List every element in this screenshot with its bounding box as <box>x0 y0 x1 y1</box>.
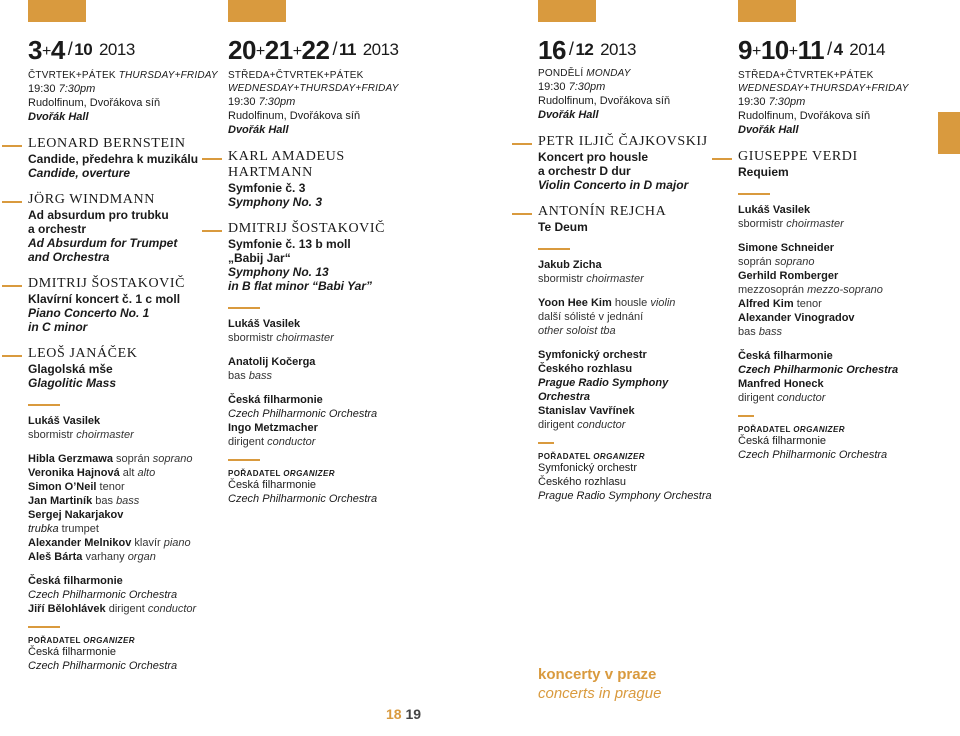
performer-role: sbormistr choirmaster <box>538 273 644 285</box>
conductor: Ingo Metzmacher <box>228 422 318 434</box>
performer-note: další sólisté v jednání <box>538 311 644 323</box>
conductor-role: dirigent conductor <box>738 392 826 404</box>
footer-title-en: concerts in prague <box>538 685 662 702</box>
concert-venue: Rudolfinum, Dvořákova síň <box>738 110 871 122</box>
separator <box>28 404 60 406</box>
page-number-right: 19 <box>405 706 422 722</box>
work-en: in C minor <box>28 320 88 334</box>
work: Candide, předehra k muzikálu <box>28 152 199 166</box>
concert-column-3 <box>538 34 728 503</box>
work-en: Candide, overture <box>28 166 131 180</box>
orchestra-en: Czech Philharmonic Orchestra <box>28 589 178 601</box>
orchestra: Českého rozhlasu <box>538 363 633 375</box>
organizer-label: POŘADATEL ORGANIZER <box>28 636 135 645</box>
performer: Simone Schneider <box>738 242 834 254</box>
concert-venue-en: Dvořák Hall <box>28 111 89 123</box>
work-en: in B flat minor “Babi Yar” <box>228 279 373 293</box>
composer: KARL AMADEUS HARTMANN <box>228 149 358 181</box>
concert-column-1 <box>28 34 218 673</box>
composer: LEONARD BERNSTEIN <box>28 136 218 152</box>
organizer-label: POŘADATEL ORGANIZER <box>228 469 335 478</box>
concert-days: STŘEDA+ČTVRTEK+PÁTEK <box>228 70 364 81</box>
work-en: Symphony No. 13 <box>228 265 329 279</box>
work: „Babij Jar“ <box>228 251 291 265</box>
work: a orchestr D dur <box>538 164 631 178</box>
work-en: Symphony No. 3 <box>228 195 323 209</box>
separator <box>228 459 260 461</box>
performer: Lukáš Vasilek <box>28 415 101 427</box>
work-en: Glagolitic Mass <box>28 376 117 390</box>
concert-time: 19:30 7:30pm <box>538 81 606 93</box>
concert-date: 3+4 / 10 2013 <box>28 35 135 65</box>
performer: Jakub Zicha <box>538 259 602 271</box>
concert-days: PONDĚLÍ MONDAY <box>538 68 631 79</box>
separator <box>538 442 554 444</box>
performer: Jan Martiník bas bass <box>28 495 140 507</box>
concert-days-en: WEDNESDAY+THURSDAY+FRIDAY <box>738 83 909 94</box>
work: Ad absurdum pro trubku <box>28 208 169 222</box>
section-tab <box>538 0 596 22</box>
conductor: Stanislav Vavřínek <box>538 405 635 417</box>
composer: PETR ILJIČ ČAJKOVSKIJ <box>538 134 728 150</box>
orchestra: Česká filharmonie <box>228 394 323 406</box>
organizer-en: Czech Philharmonic Orchestra <box>28 660 178 672</box>
concert-time: 19:30 7:30pm <box>738 96 806 108</box>
work-en: and Orchestra <box>28 250 110 264</box>
conductor: Manfred Honeck <box>738 378 824 390</box>
side-tab <box>938 112 960 154</box>
performer: Lukáš Vasilek <box>738 204 811 216</box>
concert-days: STŘEDA+ČTVRTEK+PÁTEK <box>738 70 874 81</box>
performer: Sergej Nakarjakov <box>28 509 124 521</box>
section-tab <box>738 0 796 22</box>
orchestra-en: Prague Radio Symphony <box>538 377 669 389</box>
performer: Hibla Gerzmawa soprán soprano <box>28 453 193 465</box>
orchestra-en: Czech Philharmonic Orchestra <box>228 408 378 420</box>
organizer-en: Prague Radio Symphony Orchestra <box>538 490 712 502</box>
performer-role: mezzosoprán mezzo-soprano <box>738 284 883 296</box>
work-en: Piano Concerto No. 1 <box>28 306 150 320</box>
organizer-en: Czech Philharmonic Orchestra <box>738 449 888 461</box>
organizer: Českého rozhlasu <box>538 476 627 488</box>
performer-role: bas bass <box>738 326 783 338</box>
concert-time: 19:30 7:30pm <box>228 96 296 108</box>
organizer-label: POŘADATEL ORGANIZER <box>738 425 845 434</box>
composer: JÖRG WINDMANN <box>28 192 218 208</box>
orchestra-en: Czech Philharmonic Orchestra <box>738 364 899 376</box>
organizer: Česká filharmonie <box>738 435 827 447</box>
orchestra: Česká filharmonie <box>738 350 833 362</box>
performer-note-en: other soloist tba <box>538 325 616 337</box>
orchestra-en: Orchestra <box>538 391 590 403</box>
concert-venue: Rudolfinum, Dvořákova síň <box>538 95 671 107</box>
work-en: Ad Absurdum for Trumpet <box>28 236 178 250</box>
performer-role: sbormistr choirmaster <box>228 332 334 344</box>
performer-role: soprán soprano <box>738 256 815 268</box>
concert-venue-en: Dvořák Hall <box>228 124 289 136</box>
section-tab <box>28 0 86 22</box>
conductor-role: dirigent conductor <box>538 419 626 431</box>
performer: Yoon Hee Kim housle violin <box>538 297 676 309</box>
composer: DMITRIJ ŠOSTAKOVIČ <box>28 276 218 292</box>
performer: Alfred Kim tenor <box>738 298 822 310</box>
organizer: Symfonický orchestr <box>538 462 638 474</box>
organizer: Česká filharmonie <box>28 646 117 658</box>
work: Requiem <box>738 165 789 179</box>
concert-column-2 <box>228 34 428 506</box>
performer: Simon O’Neil tenor <box>28 481 125 493</box>
performer: Veronika Hajnová alt alto <box>28 467 156 479</box>
footer-title: koncerty v praze <box>538 666 657 683</box>
concert-venue: Rudolfinum, Dvořákova síň <box>28 97 161 109</box>
concert-venue: Rudolfinum, Dvořákova síň <box>228 110 361 122</box>
conductor: Jiří Bělohlávek dirigent conductor <box>28 603 197 615</box>
conductor-role: dirigent conductor <box>228 436 316 448</box>
performer: trubka trumpet <box>28 523 99 535</box>
separator <box>738 415 754 417</box>
page-numbers <box>386 706 421 722</box>
work: Te Deum <box>538 220 588 234</box>
concert-column-4 <box>738 34 928 462</box>
work-en: Violin Concerto in D major <box>538 178 689 192</box>
section-tab <box>228 0 286 22</box>
performer: Aleš Bárta varhany organ <box>28 551 156 563</box>
concert-date: 9+10+11 / 4 2014 <box>738 35 886 65</box>
separator <box>228 307 260 309</box>
composer: GIUSEPPE VERDI <box>738 149 928 165</box>
performer-role: bas bass <box>228 370 273 382</box>
composer: DMITRIJ ŠOSTAKOVIČ <box>228 221 428 237</box>
orchestra: Česká filharmonie <box>28 575 123 587</box>
performer-role: sbormistr choirmaster <box>738 218 844 230</box>
work: a orchestr <box>28 222 87 236</box>
separator <box>28 626 60 628</box>
concert-venue-en: Dvořák Hall <box>738 124 799 136</box>
concert-days-en: WEDNESDAY+THURSDAY+FRIDAY <box>228 83 399 94</box>
work: Symfonie č. 3 <box>228 181 306 195</box>
performer: Gerhild Romberger <box>738 270 839 282</box>
performer-role: sbormistr choirmaster <box>28 429 134 441</box>
work: Koncert pro housle <box>538 150 649 164</box>
concert-time: 19:30 7:30pm <box>28 83 96 95</box>
composer: ANTONÍN REJCHA <box>538 204 728 220</box>
organizer: Česká filharmonie <box>228 479 317 491</box>
performer: Lukáš Vasilek <box>228 318 301 330</box>
performer: Alexander Melnikov klavír piano <box>28 537 191 549</box>
concert-venue-en: Dvořák Hall <box>538 109 599 121</box>
performer: Alexander Vinogradov <box>738 312 855 324</box>
concert-days: ČTVRTEK+PÁTEK THURSDAY+FRIDAY <box>28 70 218 81</box>
concert-date: 20+21+22 / 11 2013 <box>228 35 399 65</box>
organizer-en: Czech Philharmonic Orchestra <box>228 493 378 505</box>
work: Symfonie č. 13 b moll <box>228 237 351 251</box>
composer: LEOŠ JANÁČEK <box>28 346 218 362</box>
performer: Anatolij Kočerga <box>228 356 316 368</box>
orchestra: Symfonický orchestr <box>538 349 647 361</box>
concert-date: 16 / 12 2013 <box>538 35 636 65</box>
work: Glagolská mše <box>28 362 113 376</box>
page-number-left: 18 <box>386 706 402 722</box>
organizer-label: POŘADATEL ORGANIZER <box>538 452 645 461</box>
separator <box>538 248 570 250</box>
work: Klavírní koncert č. 1 c moll <box>28 292 181 306</box>
separator <box>738 193 770 195</box>
